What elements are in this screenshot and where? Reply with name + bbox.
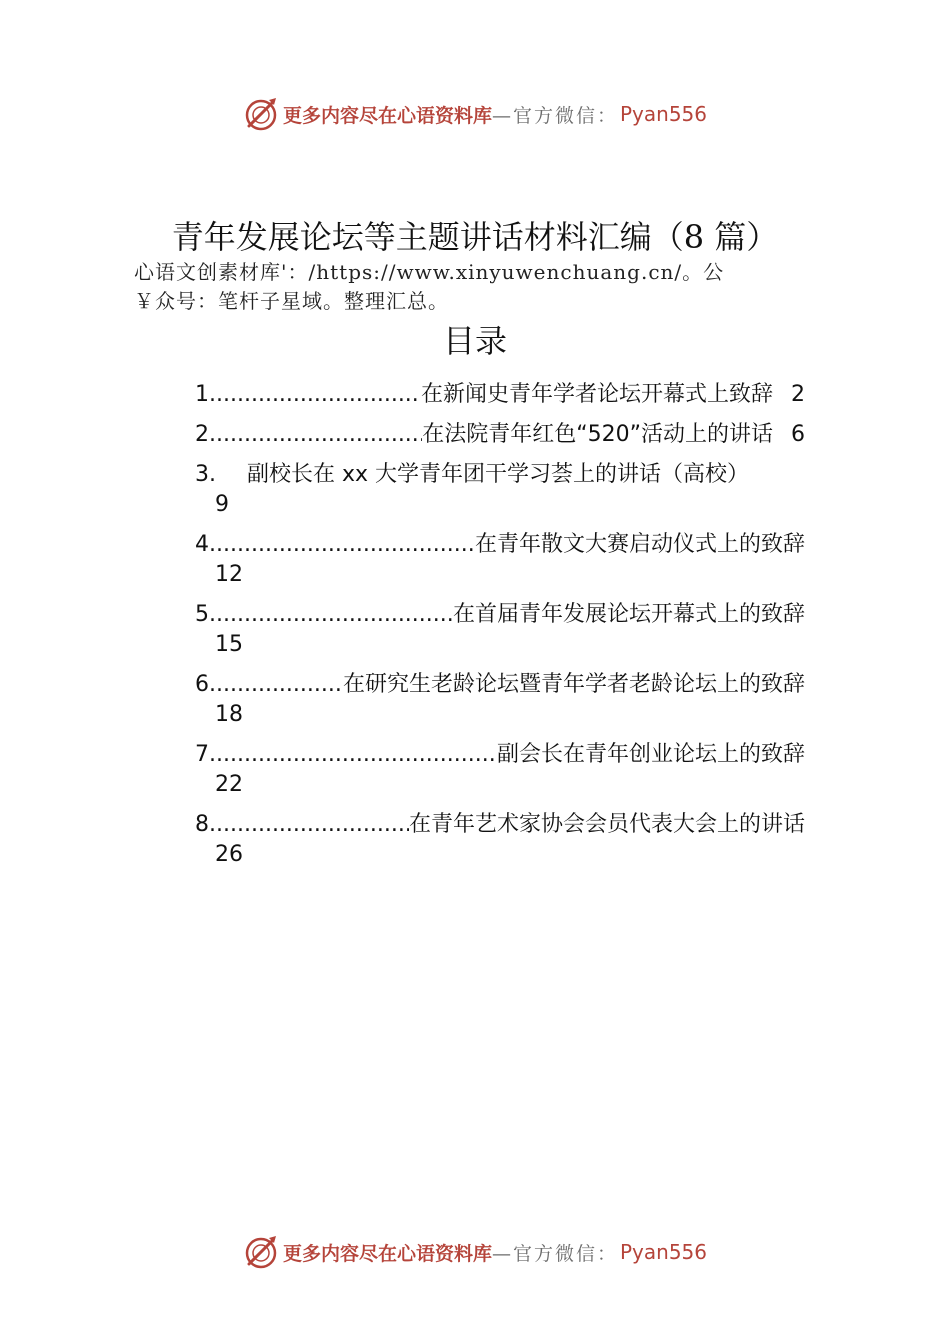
banner-wechat-id: Pyan556: [620, 1240, 708, 1264]
toc-entry-title: 在青年艺术家协会会员代表大会上的讲话: [408, 812, 805, 837]
toc-entry-title: 副会长在青年创业论坛上的致辞: [496, 742, 805, 767]
toc-entry-number: 4: [195, 532, 209, 557]
source-note: [134, 258, 814, 316]
toc-entry-number: 1: [195, 382, 209, 407]
toc-entry-title: 在研究生老龄论坛暨青年学者老龄论坛上的致辞: [342, 672, 805, 697]
banner-slogan: 更多内容尽在心语资料库: [282, 104, 492, 127]
toc-entry-title: 副校长在 xx 大学青年团干学习荟上的讲话（高校）: [247, 462, 750, 487]
banner-wechat-label: —官方微信：: [491, 1242, 618, 1265]
toc-leader-dots: [209, 810, 409, 840]
source-note-line: 心语文创素材库'：/https://www.xinyuwenchuang.cn/。公: [134, 260, 725, 284]
toc-entry[interactable]: [195, 670, 845, 740]
brand-logo-icon: [243, 96, 279, 132]
toc-entry[interactable]: [195, 530, 845, 600]
toc-entry-page: 6: [791, 422, 805, 447]
toc-entry-page: 12: [215, 562, 243, 587]
banner-wechat-id: Pyan556: [620, 102, 708, 126]
toc-entry[interactable]: [195, 810, 845, 880]
toc-leader-dots: [209, 670, 343, 700]
toc-leader-dots: [209, 380, 421, 410]
toc-entry-number: 5: [195, 602, 209, 627]
toc-entry-title: 在法院青年红色“520”活动上的讲话: [422, 422, 773, 447]
document-title: 青年发展论坛等主题讲话材料汇编（8 篇）: [171, 218, 779, 256]
toc-entry-title: 在首届青年发展论坛开幕式上的致辞: [452, 602, 805, 627]
toc-entry-number: 6: [195, 672, 209, 697]
toc-entry-page: 2: [791, 382, 805, 407]
toc-entry-page: 18: [215, 702, 243, 727]
toc-leader-dots: [209, 530, 475, 560]
toc-entry-page: 22: [215, 772, 243, 797]
toc-entry-page: 26: [215, 842, 243, 867]
brand-logo-icon: [243, 1234, 279, 1270]
toc-entry[interactable]: [195, 380, 845, 420]
toc-entry-title: 在青年散文大赛启动仪式上的致辞: [474, 532, 805, 557]
toc-entry[interactable]: [195, 460, 845, 530]
toc-entry[interactable]: [195, 420, 845, 460]
toc-entry[interactable]: [195, 740, 845, 810]
toc-entry-number: 7: [195, 742, 209, 767]
toc-entry-number: 3.: [195, 462, 216, 487]
toc-leader-dots: [209, 420, 422, 450]
toc-leader-dots: [209, 740, 497, 770]
banner-wechat-label: —官方微信：: [491, 104, 618, 127]
toc-entry-title: 在新闻史青年学者论坛开幕式上致辞: [420, 382, 773, 407]
toc-leader-dots: [209, 600, 453, 630]
toc-entry-page: 9: [215, 492, 229, 517]
source-note-line: ￥众号：笔杆子星域。整理汇总。: [134, 289, 449, 313]
header-banner: [0, 94, 950, 134]
banner-slogan: 更多内容尽在心语资料库: [282, 1242, 492, 1265]
toc-heading: 目录: [442, 322, 507, 360]
toc-entry-number: 2: [195, 422, 209, 447]
toc-entry[interactable]: [195, 600, 845, 670]
table-of-contents: [195, 380, 845, 880]
toc-entry-number: 8: [195, 812, 209, 837]
footer-banner: [0, 1232, 950, 1272]
toc-entry-page: 15: [215, 632, 243, 657]
